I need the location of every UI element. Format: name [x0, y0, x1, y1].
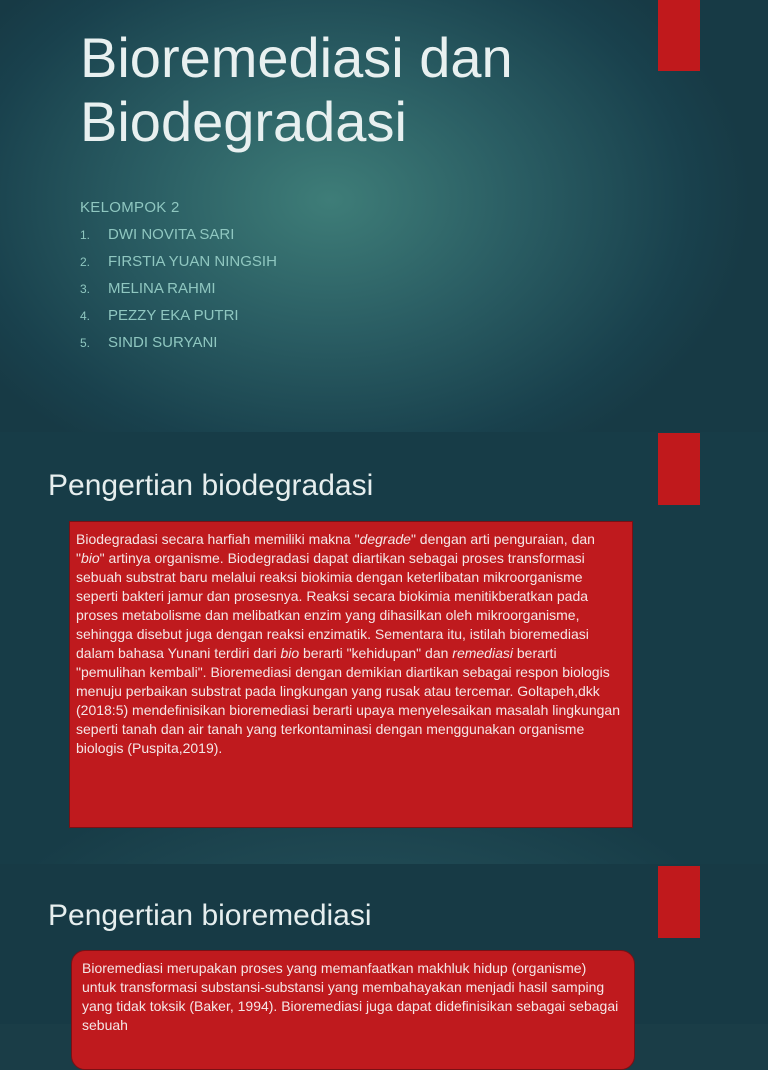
definition-textbox: Bioremediasi merupakan proses yang memanfaatkan makhluk hidup (organisme) untuk transformasi substansi-substansi yang membahayakan menjadi hasil samping yang tidak toksik (Baker, 1994). Bioremediasi juga dapat didefinisikan sebagai sebagai sebuah — [71, 950, 635, 1070]
slide-heading: Pengertian bioremediasi — [48, 899, 372, 932]
list-item: 3. MELINA RAHMI — [80, 280, 216, 297]
accent-bar — [658, 0, 700, 71]
list-item: 5. SINDI SURYANI — [80, 334, 218, 351]
accent-bar — [658, 866, 700, 938]
presentation-title: Bioremediasi dan Biodegradasi — [80, 26, 513, 153]
group-label: KELOMPOK 2 — [80, 199, 180, 216]
list-item: 2. FIRSTIA YUAN NINGSIH — [80, 253, 277, 270]
slide-heading: Pengertian biodegradasi — [48, 469, 374, 502]
definition-textbox: Biodegradasi secara harfiah memiliki makna "degrade" dengan arti penguraian, dan "bio" artinya organisme. Biodegradasi dapat diartikan sebagai proses transformasi sebuah substrat baru melalui reaksi biokimia dengan keterlibatan mikroorganisme seperti bakteri jamur dan prosesnya. Reaksi secara biokimia menitikberatkan pada proses metabolisme dan melibatkan enzim yang dihasilkan oleh mikroorganisme, sehingga disebut juga dengan reaksi enzimatik. Sementara itu, istilah bioremediasi dalam bahasa Yunani terdiri dari bio berarti "kehidupan" dan remediasi berarti "pemulihan kembali". Bioremediasi dengan demikian diartikan sebagai respon biologis menuju perbaikan substrat pada lingkungan yang rusak atau tercemar. Goltapeh,dkk (2018:5) mendefinisikan bioremediasi berarti upaya menyelesaikan masalah lingkungan seperti tanah dan air tanah yang terkontaminasi dengan menggunakan organisme biologis (Puspita,2019). — [69, 521, 633, 828]
list-item: 4. PEZZY EKA PUTRI — [80, 307, 239, 324]
accent-bar — [658, 433, 700, 505]
slide-title — [0, 0, 768, 432]
list-item: 1. DWI NOVITA SARI — [80, 226, 235, 243]
member-list — [80, 224, 277, 359]
